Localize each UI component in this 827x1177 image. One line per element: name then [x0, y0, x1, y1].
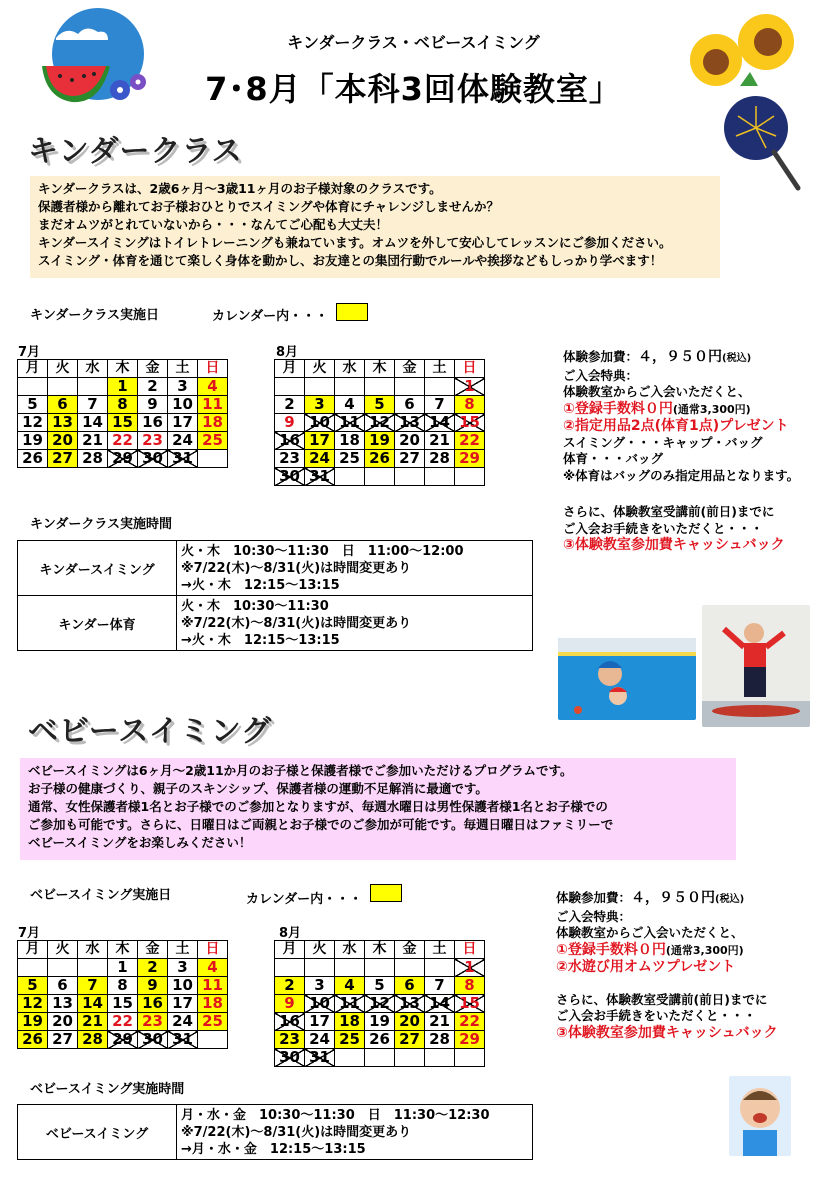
calendar-day: 14: [425, 414, 455, 432]
calendar-day: 21: [78, 432, 108, 450]
calendar-day: 16: [275, 1013, 305, 1031]
kinder-schedule-table: [17, 540, 533, 651]
schedule-time-line: ※7/22(木)～8/31(火)は時間変更あり: [181, 615, 412, 631]
intro-line: スイミング・体育を通じて楽しく身体を動かし、お友達との集団行動でルールや挨拶などもしっかり学べます！: [38, 253, 663, 268]
schedule-row: [18, 596, 533, 651]
calendar-day: 28: [78, 1031, 108, 1049]
calendar-day: 1: [455, 959, 485, 977]
calendar-empty-cell: [48, 378, 78, 396]
calendar-week-row: [18, 414, 228, 432]
schedule-time-line: →月・水・金 12:15～13:15: [181, 1141, 366, 1157]
kinder-heading: キンダークラス: [28, 134, 243, 169]
calendar-day: 19: [365, 1013, 395, 1031]
calendar-day: 8: [455, 396, 485, 414]
calendar-week-row: [275, 450, 485, 468]
weekday-header: 木: [108, 941, 138, 959]
weekday-header: 月: [18, 360, 48, 378]
intro-line: お子様の健康づくり、親子のスキンシップ、保護者様の運動不足解消に最適です。: [28, 781, 488, 796]
weekday-header: 火: [48, 360, 78, 378]
calendar-day: 29: [455, 1031, 485, 1049]
calendar-week-row: [275, 995, 485, 1013]
calendar-day: 2: [275, 977, 305, 995]
calendar-day: 22: [455, 1013, 485, 1031]
weekday-header: 火: [48, 941, 78, 959]
calendar-empty-cell: [425, 1049, 455, 1067]
fee-tax: (税込): [722, 353, 752, 364]
calendar-day: 4: [335, 977, 365, 995]
calendar-august: [274, 359, 485, 486]
calendar-day: 17: [168, 995, 198, 1013]
kinder-benefits: [563, 349, 823, 554]
schedule-time-line: →火・木 12:15～13:15: [181, 577, 340, 593]
calendar-week-row: [18, 959, 228, 977]
calendar-day: 25: [335, 1031, 365, 1049]
calendar-day: 7: [78, 396, 108, 414]
weekday-header: 日: [198, 941, 228, 959]
calendar-week-row: [275, 396, 485, 414]
calendar-day: 10: [305, 995, 335, 1013]
calendar-july: [17, 940, 228, 1049]
calendar-day: 19: [18, 432, 48, 450]
weekday-header: 日: [455, 941, 485, 959]
calendar-day: 31: [168, 1031, 198, 1049]
calendar-day: 7: [78, 977, 108, 995]
schedule-row: [18, 1105, 533, 1160]
weekday-header: 日: [455, 360, 485, 378]
calendar-day: 13: [395, 414, 425, 432]
calendar-empty-cell: [365, 378, 395, 396]
calendar-day: 11: [335, 995, 365, 1013]
calendar-day: 23: [138, 432, 168, 450]
weekday-header: 水: [78, 941, 108, 959]
calendar-day: 12: [365, 414, 395, 432]
calendar-day: 20: [395, 432, 425, 450]
calendar-empty-cell: [455, 468, 485, 486]
calendar-day: 23: [275, 450, 305, 468]
month-label: 7月: [18, 926, 41, 941]
calendar-day: 30: [275, 1049, 305, 1067]
calendar-day: 10: [168, 977, 198, 995]
weekday-header: 水: [335, 941, 365, 959]
calendar-day: 6: [395, 396, 425, 414]
intro-line: キンダークラスは、2歳6ヶ月～3歳11ヶ月のお子様対象のクラスです。: [38, 181, 442, 196]
baby-times-label: ベビースイミング実施時間: [30, 1082, 185, 1097]
calendar-day: 23: [275, 1031, 305, 1049]
calendar-empty-cell: [365, 468, 395, 486]
schedule-times: [177, 596, 533, 651]
weekday-header: 金: [395, 941, 425, 959]
calendar-day: 4: [198, 378, 228, 396]
calendar-day: 16: [275, 432, 305, 450]
calendar-day: 1: [108, 959, 138, 977]
month-label: 7月: [18, 345, 41, 360]
calendar-empty-cell: [305, 378, 335, 396]
calendar-week-row: [18, 450, 228, 468]
calendar-day: 22: [108, 1013, 138, 1031]
calendar-day: 11: [335, 414, 365, 432]
weekday-header: 土: [425, 941, 455, 959]
baby-photo: [729, 1076, 791, 1156]
perk-gift: ②指定用品2点(体育1点)プレゼント: [563, 418, 789, 434]
calendar-week-row: [275, 1049, 485, 1067]
calendar-day: 19: [18, 1013, 48, 1031]
kinder-dates-label: キンダークラス実施日: [30, 308, 159, 323]
calendar-empty-cell: [305, 959, 335, 977]
calendar-july: [17, 359, 228, 468]
weekday-header-row: [18, 941, 228, 959]
calendar-day: 5: [18, 977, 48, 995]
perk-registration-note: (通常3,300円): [665, 943, 744, 957]
calendar-day: 14: [425, 995, 455, 1013]
bonus-condition: さらに、体験教室受講前(前日)までに: [556, 991, 768, 1007]
baby-dates-label: ベビースイミング実施日: [30, 888, 172, 903]
calendar-day: 31: [305, 468, 335, 486]
calendar-day: 14: [78, 414, 108, 432]
calendar-day: 24: [168, 432, 198, 450]
swimming-lesson-photo: [558, 638, 696, 720]
calendar-day: 26: [365, 1031, 395, 1049]
calendar-day: 8: [108, 396, 138, 414]
schedule-times: [177, 1105, 533, 1160]
calendar-day: 9: [138, 396, 168, 414]
bonus-condition: ご入会お手続きをいただくと・・・: [556, 1008, 757, 1023]
perk-registration-note: (通常3,300円): [672, 402, 751, 416]
schedule-time-line: 火・木 10:30～11:30 日 11:00～12:00: [181, 543, 464, 559]
calendar-day: 1: [108, 378, 138, 396]
calendar-day: 25: [198, 432, 228, 450]
bonus-cashback: ③体験教室参加費キャッシュバック: [563, 537, 785, 553]
calendar-day: 10: [168, 396, 198, 414]
calendar-legend-note: カレンダー内・・・: [246, 892, 363, 907]
schedule-time-line: →火・木 12:15～13:15: [181, 632, 340, 648]
calendar-empty-cell: [275, 959, 305, 977]
intro-line: 保護者様から離れてお子様おひとりでスイミングや体育にチャレンジしませんか？: [38, 199, 500, 214]
calendar-day: 20: [395, 1013, 425, 1031]
intro-line: 通常、女性保護者様1名とお子様でのご参加となりますが、毎週水曜日は男性保護者様1名とお子様での: [28, 799, 608, 814]
calendar-week-row: [18, 378, 228, 396]
calendar-day: 10: [305, 414, 335, 432]
calendar-day: 3: [168, 959, 198, 977]
weekday-header: 火: [305, 941, 335, 959]
calendar-week-row: [18, 1013, 228, 1031]
fee-value: ４，９５０円: [631, 890, 716, 906]
calendar-day: 12: [18, 995, 48, 1013]
schedule-time-line: 火・木 10:30～11:30: [181, 598, 329, 614]
calendar-empty-cell: [198, 1031, 228, 1049]
weekday-header-row: [275, 360, 485, 378]
bonus-condition: さらに、体験教室受講前(前日)までに: [563, 504, 775, 519]
schedule-time-line: 月・水・金 10:30～11:30 日 11:30～12:30: [181, 1107, 490, 1123]
calendar-day: 5: [18, 396, 48, 414]
calendar-day: 2: [275, 396, 305, 414]
calendar-day: 15: [108, 414, 138, 432]
calendar-day: 12: [365, 995, 395, 1013]
calendar-week-row: [18, 432, 228, 450]
calendar-day: 22: [455, 432, 485, 450]
weekday-header: 金: [138, 360, 168, 378]
month-label: 8月: [276, 345, 299, 360]
schedule-times: [177, 541, 533, 596]
calendar-day: 6: [48, 977, 78, 995]
baby-schedule-table: [17, 1104, 533, 1160]
calendar-empty-cell: [425, 959, 455, 977]
calendar-day: 9: [138, 977, 168, 995]
calendar-day: 24: [168, 1013, 198, 1031]
page-subtitle: キンダークラス・ベビースイミング: [287, 33, 540, 52]
perk-registration-free: ①登録手数料０円: [556, 941, 666, 958]
calendar-day: 28: [425, 1031, 455, 1049]
calendar-day: 5: [365, 977, 395, 995]
calendar-day: 20: [48, 1013, 78, 1031]
calendar-empty-cell: [395, 378, 425, 396]
month-label: 8月: [279, 926, 302, 941]
calendar-day: 4: [335, 396, 365, 414]
calendar-day: 16: [138, 995, 168, 1013]
calendar-day: 1: [455, 378, 485, 396]
calendar-empty-cell: [365, 1049, 395, 1067]
calendar-day: 28: [425, 450, 455, 468]
calendar-empty-cell: [18, 959, 48, 977]
weekday-header: 土: [168, 360, 198, 378]
intro-line: ベビースイミングは6ヶ月～2歳11か月のお子様と保護者様でご参加いただけるプログラムです。: [28, 763, 573, 778]
calendar-day: 28: [78, 450, 108, 468]
calendar-week-row: [18, 995, 228, 1013]
calendar-legend-swatch: [370, 884, 402, 902]
weekday-header: 木: [365, 360, 395, 378]
calendar-day: 29: [108, 450, 138, 468]
calendar-day: 9: [275, 414, 305, 432]
calendar-day: 13: [395, 995, 425, 1013]
calendar-day: 27: [48, 1031, 78, 1049]
calendar-day: 21: [425, 1013, 455, 1031]
calendar-empty-cell: [275, 378, 305, 396]
calendar-empty-cell: [395, 959, 425, 977]
calendar-day: 8: [455, 977, 485, 995]
intro-line: キンダースイミングはトイレトレーニングも兼ねています。オムツを外して安心してレッスンにご参加ください。: [38, 235, 672, 250]
intro-line: ご参加も可能です。さらに、日曜日はご両親とお子様でのご参加が可能です。毎週日曜日はファミリーで: [28, 817, 614, 832]
calendar-august: [274, 940, 485, 1067]
calendar-day: 3: [168, 378, 198, 396]
calendar-day: 7: [425, 977, 455, 995]
schedule-class-name: キンダー体育: [18, 596, 177, 651]
calendar-empty-cell: [78, 959, 108, 977]
calendar-day: 31: [168, 450, 198, 468]
calendar-day: 30: [138, 450, 168, 468]
weekday-header: 木: [365, 941, 395, 959]
perk-title: ご入会特典：: [556, 908, 632, 924]
calendar-day: 27: [48, 450, 78, 468]
calendar-legend-note: カレンダー内・・・: [212, 309, 329, 324]
calendar-day: 18: [335, 432, 365, 450]
calendar-day: 3: [305, 977, 335, 995]
perk-intro: 体験教室からご入会いただくと、: [556, 925, 744, 940]
calendar-day: 30: [138, 1031, 168, 1049]
weekday-header: 水: [335, 360, 365, 378]
calendar-empty-cell: [455, 1049, 485, 1067]
schedule-row: [18, 541, 533, 596]
baby-heading: ベビースイミング: [28, 714, 273, 749]
calendar-day: 11: [198, 977, 228, 995]
calendar-empty-cell: [48, 959, 78, 977]
calendar-day: 22: [108, 432, 138, 450]
calendar-day: 27: [395, 1031, 425, 1049]
schedule-time-line: ※7/22(木)～8/31(火)は時間変更あり: [181, 1124, 412, 1140]
calendar-empty-cell: [78, 378, 108, 396]
calendar-day: 21: [425, 432, 455, 450]
baby-benefits: [556, 890, 816, 1041]
calendar-day: 25: [198, 1013, 228, 1031]
kinder-intro-box: [30, 176, 720, 278]
calendar-day: 17: [168, 414, 198, 432]
gymnastics-lesson-photo: [702, 605, 810, 727]
calendar-day: 13: [48, 995, 78, 1013]
bonus-condition: ご入会お手続きをいただくと・・・: [563, 520, 764, 536]
calendar-day: 23: [138, 1013, 168, 1031]
weekday-header-row: [275, 941, 485, 959]
calendar-empty-cell: [395, 468, 425, 486]
calendar-day: 20: [48, 432, 78, 450]
weekday-header: 火: [305, 360, 335, 378]
fee-value: ４，９５０円: [638, 349, 723, 365]
perk-registration-free: ①登録手数料０円: [563, 400, 673, 417]
intro-line: ベビースイミングをお楽しみください！: [28, 835, 252, 850]
calendar-week-row: [18, 396, 228, 414]
calendar-day: 25: [335, 450, 365, 468]
calendar-day: 26: [18, 1031, 48, 1049]
calendar-week-row: [275, 432, 485, 450]
calendar-empty-cell: [335, 959, 365, 977]
calendar-day: 15: [455, 995, 485, 1013]
schedule-time-line: ※7/22(木)～8/31(火)は時間変更あり: [181, 560, 412, 576]
weekday-header: 月: [18, 941, 48, 959]
calendar-empty-cell: [425, 378, 455, 396]
weekday-header: 木: [108, 360, 138, 378]
calendar-day: 26: [365, 450, 395, 468]
calendar-day: 18: [335, 1013, 365, 1031]
calendar-day: 16: [138, 414, 168, 432]
perk-gift-detail: スイミング・・・キャップ・バッグ: [563, 434, 763, 450]
perk-title: ご入会特典：: [563, 367, 639, 383]
calendar-empty-cell: [198, 450, 228, 468]
calendar-day: 7: [425, 396, 455, 414]
calendar-empty-cell: [335, 468, 365, 486]
perk-intro: 体験教室からご入会いただくと、: [563, 384, 751, 399]
calendar-day: 18: [198, 414, 228, 432]
intro-line: まだオムツがとれていないから・・・なんてご心配も大丈夫！: [38, 217, 389, 232]
calendar-day: 24: [305, 1031, 335, 1049]
calendar-week-row: [275, 414, 485, 432]
schedule-class-name: キンダースイミング: [18, 541, 177, 596]
calendar-week-row: [275, 1013, 485, 1031]
weekday-header: 水: [78, 360, 108, 378]
calendar-day: 2: [138, 378, 168, 396]
calendar-day: 6: [395, 977, 425, 995]
weekday-header: 月: [275, 360, 305, 378]
schedule-class-name: ベビースイミング: [18, 1105, 177, 1160]
calendar-day: 24: [305, 450, 335, 468]
calendar-day: 29: [108, 1031, 138, 1049]
calendar-day: 26: [18, 450, 48, 468]
weekday-header: 土: [425, 360, 455, 378]
baby-intro-box: [20, 758, 736, 860]
perk-gift-detail: ※体育はバッグのみ指定用品となります。: [563, 467, 800, 483]
perk-gift-detail: 体育・・・バッグ: [563, 451, 664, 466]
calendar-empty-cell: [18, 378, 48, 396]
calendar-week-row: [18, 977, 228, 995]
calendar-day: 5: [365, 396, 395, 414]
weekday-header: 月: [275, 941, 305, 959]
kinder-times-label: キンダークラス実施時間: [30, 517, 172, 532]
calendar-empty-cell: [335, 1049, 365, 1067]
calendar-day: 11: [198, 396, 228, 414]
calendar-day: 14: [78, 995, 108, 1013]
calendar-legend-swatch: [336, 303, 368, 321]
calendar-day: 15: [108, 995, 138, 1013]
calendar-day: 15: [455, 414, 485, 432]
calendar-day: 6: [48, 396, 78, 414]
calendar-empty-cell: [395, 1049, 425, 1067]
calendar-empty-cell: [335, 378, 365, 396]
calendar-day: 3: [305, 396, 335, 414]
calendar-day: 27: [395, 450, 425, 468]
calendar-day: 17: [305, 432, 335, 450]
calendar-day: 12: [18, 414, 48, 432]
calendar-week-row: [275, 977, 485, 995]
calendar-week-row: [275, 959, 485, 977]
weekday-header: 金: [395, 360, 425, 378]
weekday-header: 日: [198, 360, 228, 378]
calendar-day: 18: [198, 995, 228, 1013]
calendar-empty-cell: [425, 468, 455, 486]
calendar-day: 13: [48, 414, 78, 432]
calendar-week-row: [275, 468, 485, 486]
calendar-day: 17: [305, 1013, 335, 1031]
fee-label: 体験参加費：: [563, 349, 639, 364]
bonus-cashback: ③体験教室参加費キャッシュバック: [556, 1024, 778, 1041]
page-title: 7･8月「本科3回体験教室」: [205, 70, 622, 108]
calendar-day: 9: [275, 995, 305, 1013]
calendar-week-row: [275, 378, 485, 396]
calendar-day: 19: [365, 432, 395, 450]
calendar-day: 21: [78, 1013, 108, 1031]
calendar-week-row: [275, 1031, 485, 1049]
calendar-day: 4: [198, 959, 228, 977]
calendar-day: 31: [305, 1049, 335, 1067]
fee-tax: (税込): [715, 894, 745, 905]
weekday-header: 土: [168, 941, 198, 959]
fee-label: 体験参加費：: [556, 890, 632, 905]
weekday-header-row: [18, 360, 228, 378]
weekday-header: 金: [138, 941, 168, 959]
calendar-empty-cell: [365, 959, 395, 977]
calendar-day: 8: [108, 977, 138, 995]
calendar-day: 29: [455, 450, 485, 468]
calendar-day: 2: [138, 959, 168, 977]
perk-gift: ②水遊び用オムツプレゼント: [556, 959, 736, 975]
calendar-day: 30: [275, 468, 305, 486]
calendar-week-row: [18, 1031, 228, 1049]
